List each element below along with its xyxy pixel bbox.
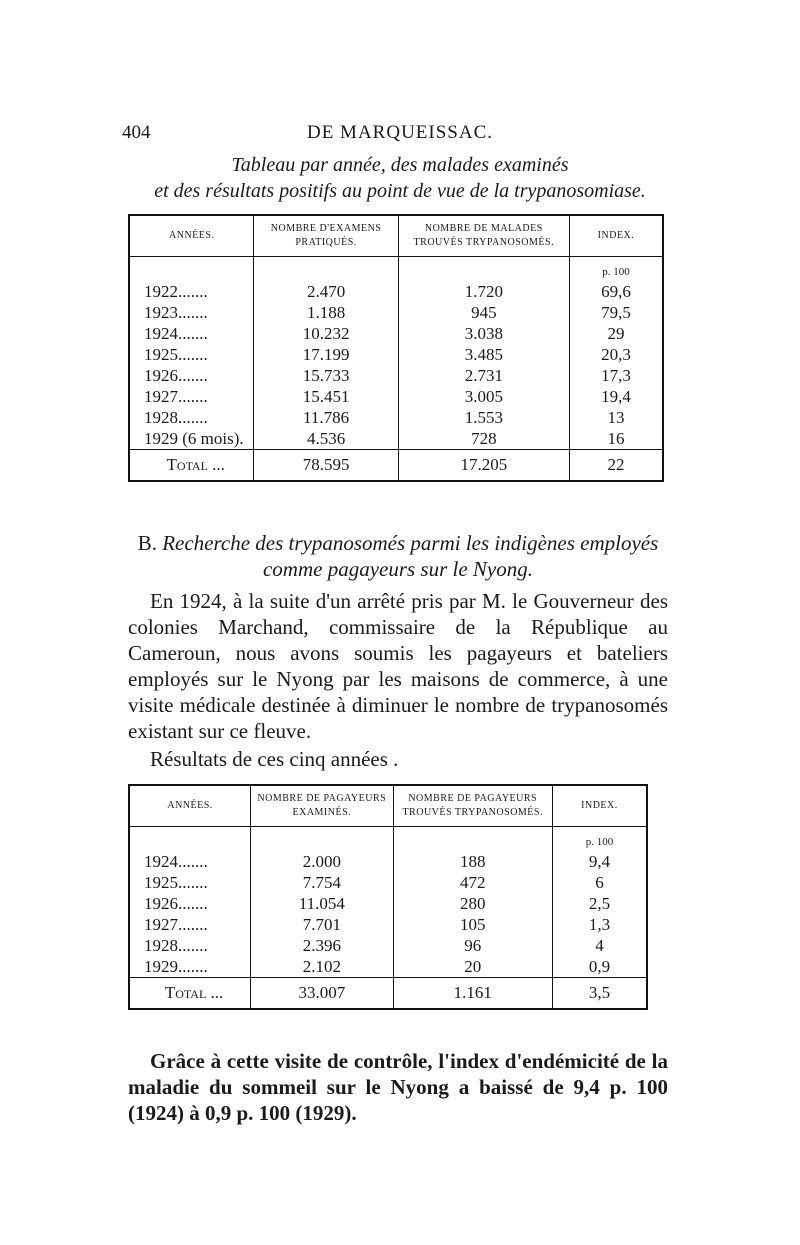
table-row	[129, 956, 647, 978]
table-2-header-row	[129, 785, 647, 827]
unit-spacer	[251, 827, 393, 852]
value-cell: 2.000	[251, 851, 393, 872]
index-cell: 16	[569, 428, 663, 450]
table-row	[129, 323, 663, 344]
value-cell: 17.199	[254, 344, 398, 365]
table-row	[129, 281, 663, 302]
table-row	[129, 428, 663, 450]
value-cell: 3.005	[398, 386, 569, 407]
table-row	[129, 914, 647, 935]
total-cell: 22	[569, 450, 663, 482]
paragraph-2: Résultats de ces cinq années .	[150, 747, 399, 771]
year-cell: 1923.......	[144, 303, 208, 322]
total-label: Total ...	[129, 450, 254, 482]
running-head: DE MARQUEISSAC.	[306, 122, 494, 143]
value-cell: 1.188	[254, 302, 398, 323]
table-row	[129, 851, 647, 872]
section-b-heading	[128, 530, 668, 582]
column-header: NOMBRE D'EXAMENS PRATIQUÉS.	[254, 215, 398, 257]
index-cell: 79,5	[569, 302, 663, 323]
page-number: 404	[122, 122, 151, 143]
total-row	[129, 450, 663, 482]
table-1	[128, 214, 664, 482]
column-header: INDEX.	[569, 215, 663, 257]
index-cell: 13	[569, 407, 663, 428]
paragraph-1: En 1924, à la suite d'un arrêté pris par M. le Gouverneur des colonies Marchand, commissaire de la République au Cameroun, nous avons soumis les pagayeurs et bateliers employés sur le Nyong par les maisons de commerce, à une visite médicale destinée à diminuer le nombre de trypanosomés existant sur ce fleuve.	[128, 589, 668, 743]
index-cell: 0,9	[552, 956, 647, 978]
table-row	[129, 302, 663, 323]
value-cell: 3.038	[398, 323, 569, 344]
unit-spacer	[129, 827, 251, 852]
year-cell: 1922.......	[144, 282, 208, 301]
table-row	[129, 407, 663, 428]
value-cell: 15.451	[254, 386, 398, 407]
index-cell: 4	[552, 935, 647, 956]
year-cell: 1929.......	[144, 957, 208, 976]
value-cell: 728	[398, 428, 569, 450]
value-cell: 188	[393, 851, 552, 872]
column-header: NOMBRE DE MALADES TROUVÉS TRYPANOSOMÉS.	[398, 215, 569, 257]
column-header: NOMBRE DE PAGAYEURS EXAMINÉS.	[251, 785, 393, 827]
value-cell: 2.102	[251, 956, 393, 978]
value-cell: 2.731	[398, 365, 569, 386]
unit-label: p. 100	[552, 827, 647, 852]
paragraph-3: Grâce à cette visite de contrôle, l'index d'endémicité de la maladie du sommeil sur le Nyong a baissé de 9,4 p. 100 (1924) à 0,9 p. 100 (1929).	[128, 1049, 668, 1125]
value-cell: 1.553	[398, 407, 569, 428]
value-cell: 96	[393, 935, 552, 956]
index-cell: 1,3	[552, 914, 647, 935]
year-cell: 1924.......	[144, 324, 208, 343]
column-header: ANNÉES.	[129, 215, 254, 257]
unit-spacer	[129, 257, 254, 282]
index-cell: 17,3	[569, 365, 663, 386]
year-cell: 1926.......	[144, 894, 208, 913]
total-label: Total ...	[129, 978, 251, 1010]
value-cell: 280	[393, 893, 552, 914]
total-cell: 1.161	[393, 978, 552, 1010]
table-row	[129, 344, 663, 365]
year-cell: 1927.......	[144, 915, 208, 934]
unit-row	[129, 827, 647, 852]
value-cell: 105	[393, 914, 552, 935]
total-row	[129, 978, 647, 1010]
year-cell: 1925.......	[144, 345, 208, 364]
column-header: ANNÉES.	[129, 785, 251, 827]
index-cell: 2,5	[552, 893, 647, 914]
year-cell: 1924.......	[144, 852, 208, 871]
unit-spacer	[398, 257, 569, 282]
table-row	[129, 872, 647, 893]
table-2	[128, 784, 648, 1010]
value-cell: 472	[393, 872, 552, 893]
unit-row	[129, 257, 663, 282]
section-title-line-1: Recherche des trypanosomés parmi les indigènes employés	[162, 531, 659, 555]
index-cell: 19,4	[569, 386, 663, 407]
total-cell: 17.205	[398, 450, 569, 482]
unit-spacer	[254, 257, 398, 282]
year-cell: 1927.......	[144, 387, 208, 406]
index-cell: 29	[569, 323, 663, 344]
value-cell: 2.470	[254, 281, 398, 302]
year-cell: 1928.......	[144, 936, 208, 955]
total-cell: 78.595	[254, 450, 398, 482]
unit-spacer	[393, 827, 552, 852]
table-1-header-row	[129, 215, 663, 257]
value-cell: 10.232	[254, 323, 398, 344]
caption-line-2: et des résultats positifs au point de vue de la trypanosomiase.	[154, 180, 646, 202]
section-title-line-2: comme pagayeurs sur le Nyong.	[262, 557, 534, 581]
table-row	[129, 386, 663, 407]
value-cell: 20	[393, 956, 552, 978]
caption-line-1: Tableau par année, des malades examinés	[231, 154, 569, 176]
value-cell: 7.754	[251, 872, 393, 893]
value-cell: 4.536	[254, 428, 398, 450]
index-cell: 6	[552, 872, 647, 893]
index-cell: 9,4	[552, 851, 647, 872]
table-row	[129, 893, 647, 914]
index-cell: 20,3	[569, 344, 663, 365]
table-row	[129, 935, 647, 956]
page-header	[0, 122, 800, 152]
value-cell: 7.701	[251, 914, 393, 935]
total-cell: 33.007	[251, 978, 393, 1010]
value-cell: 3.485	[398, 344, 569, 365]
value-cell: 1.720	[398, 281, 569, 302]
column-header: NOMBRE DE PAGAYEURS TROUVÉS TRYPANOSOMÉS.	[393, 785, 552, 827]
year-cell: 1926.......	[144, 366, 208, 385]
total-cell: 3,5	[552, 978, 647, 1010]
unit-label: p. 100	[569, 257, 663, 282]
value-cell: 2.396	[251, 935, 393, 956]
value-cell: 11.054	[251, 893, 393, 914]
index-cell: 69,6	[569, 281, 663, 302]
table-row	[129, 365, 663, 386]
section-label: B.	[137, 531, 157, 555]
table-1-caption	[100, 152, 700, 204]
year-cell: 1925.......	[144, 873, 208, 892]
year-cell: 1929 (6 mois).	[144, 429, 244, 448]
column-header: INDEX.	[552, 785, 647, 827]
value-cell: 15.733	[254, 365, 398, 386]
value-cell: 945	[398, 302, 569, 323]
year-cell: 1928.......	[144, 408, 208, 427]
value-cell: 11.786	[254, 407, 398, 428]
